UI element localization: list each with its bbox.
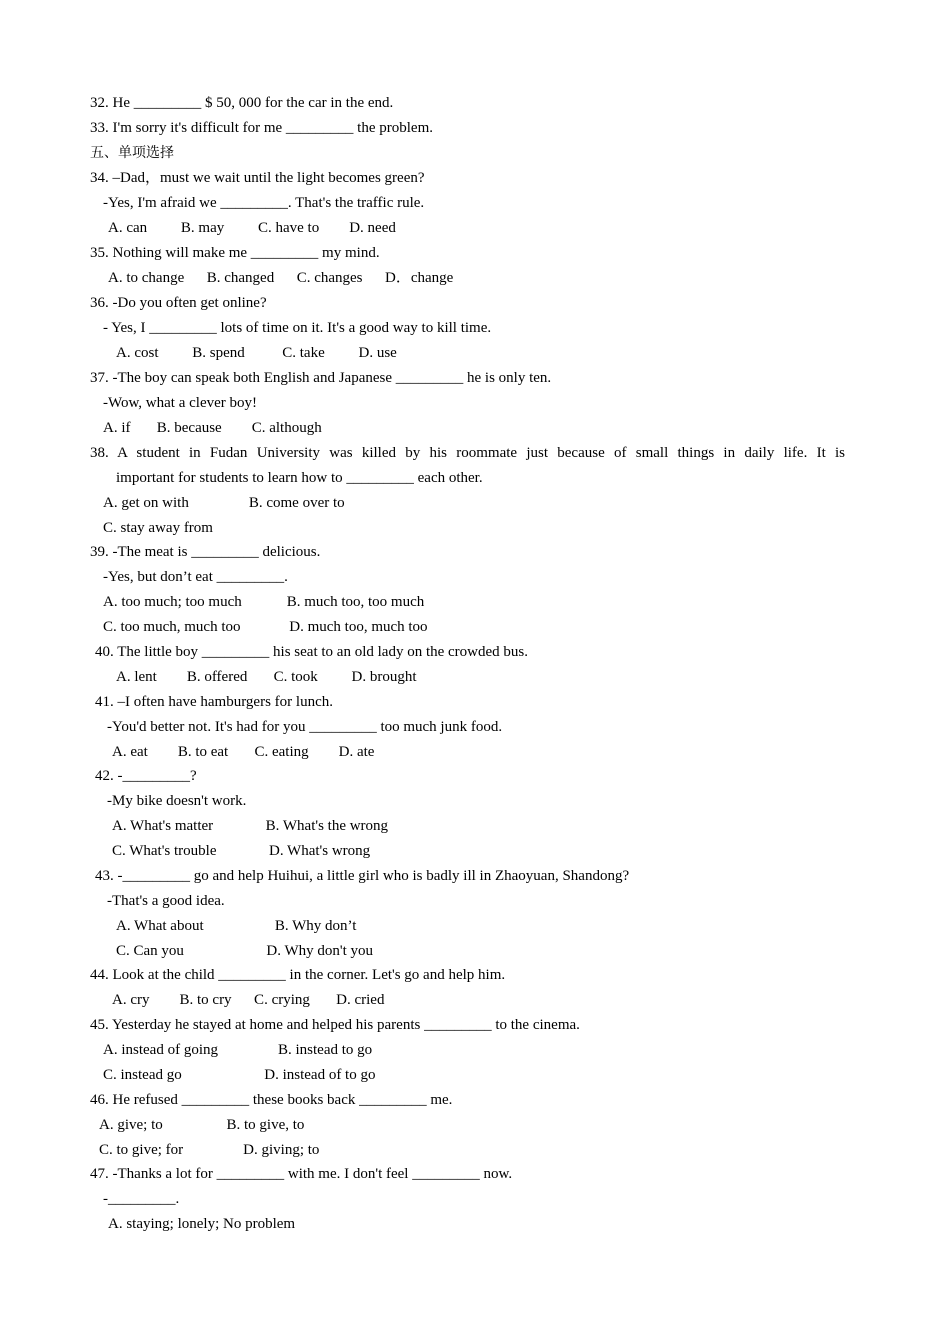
question-45-options-2: C. instead go D. instead of to go [103, 1067, 376, 1083]
question-39-options-2: C. too much, much too D. much too, much too [103, 619, 428, 635]
question-32: 32. He _________ $ 50, 000 for the car in the end. [90, 95, 394, 111]
question-39: 39. -The meat is _________ delicious. [90, 544, 321, 560]
question-46-options-1: A. give; to B. to give, to [99, 1117, 305, 1133]
question-44-options: A. cry B. to cry C. crying D. cried [112, 992, 385, 1008]
question-44: 44. Look at the child _________ in the corner. Let's go and help him. [90, 967, 506, 983]
question-40: 40. The little boy _________ his seat to an old lady on the crowded bus. [95, 644, 528, 660]
question-34-line-2: -Yes, I'm afraid we _________. That's the traffic rule. [103, 195, 425, 211]
question-45-options-1: A. instead of going B. instead to go [103, 1042, 373, 1058]
question-38-options-1: A. get on with B. come over to [103, 495, 345, 511]
question-41-line-2: -You'd better not. It's had for you _________ too much junk food. [107, 719, 503, 735]
question-41: 41. –I often have hamburgers for lunch. [95, 694, 333, 710]
question-37-line-2: -Wow, what a clever boy! [103, 395, 258, 411]
question-38-line-2: important for students to learn how to _________ each other. [116, 470, 483, 486]
question-41-options: A. eat B. to eat C. eating D. ate [112, 744, 375, 760]
question-46-options-2: C. to give; for D. giving; to [99, 1142, 320, 1158]
question-43-line-2: -That's a good idea. [107, 893, 225, 909]
section-heading: 五、单项选择 [90, 145, 174, 161]
question-36-options: A. cost B. spend C. take D. use [116, 345, 397, 361]
question-39-options-1: A. too much; too much B. much too, too much [103, 594, 425, 610]
question-42-options-1: A. What's matter B. What's the wrong [112, 818, 389, 834]
question-43: 43. -_________ go and help Huihui, a little girl who is badly ill in Zhaoyuan, Shandong? [95, 868, 630, 884]
question-37-options: A. if B. because C. although [103, 420, 322, 436]
question-47-options: A. staying; lonely; No problem [108, 1216, 296, 1232]
question-43-options-1: A. What about B. Why don’t [116, 918, 357, 934]
question-36: 36. -Do you often get online? [90, 295, 267, 311]
question-35-options: A. to change B. changed C. changes D．change [108, 270, 454, 286]
question-46: 46. He refused _________ these books back _________ me. [90, 1092, 453, 1108]
question-36-line-2: - Yes, I _________ lots of time on it. It's a good way to kill time. [103, 320, 492, 336]
question-42-line-2: -My bike doesn't work. [107, 793, 247, 809]
question-33: 33. I'm sorry it's difficult for me _________ the problem. [90, 120, 433, 136]
question-47-line-2: -_________. [103, 1191, 180, 1207]
question-38: 38. A student in Fudan University was killed by his roommate just because of small things in daily life. It is [90, 445, 845, 461]
question-35: 35. Nothing will make me _________ my mind. [90, 245, 380, 261]
question-47: 47. -Thanks a lot for _________ with me. I don't feel _________ now. [90, 1166, 513, 1182]
question-43-options-2: C. Can you D. Why don't you [116, 943, 374, 959]
question-38-options-2: C. stay away from [103, 520, 213, 536]
question-34: 34. –Dad，must we wait until the light becomes green? [90, 170, 425, 186]
question-34-options: A. can B. may C. have to D. need [108, 220, 396, 236]
question-42-options-2: C. What's trouble D. What's wrong [112, 843, 371, 859]
question-45: 45. Yesterday he stayed at home and helped his parents _________ to the cinema. [90, 1017, 580, 1033]
question-37: 37. -The boy can speak both English and Japanese _________ he is only ten. [90, 370, 552, 386]
question-40-options: A. lent B. offered C. took D. brought [116, 669, 417, 685]
question-42: 42. -_________? [95, 768, 197, 784]
question-39-line-2: -Yes, but don’t eat _________. [103, 569, 288, 585]
